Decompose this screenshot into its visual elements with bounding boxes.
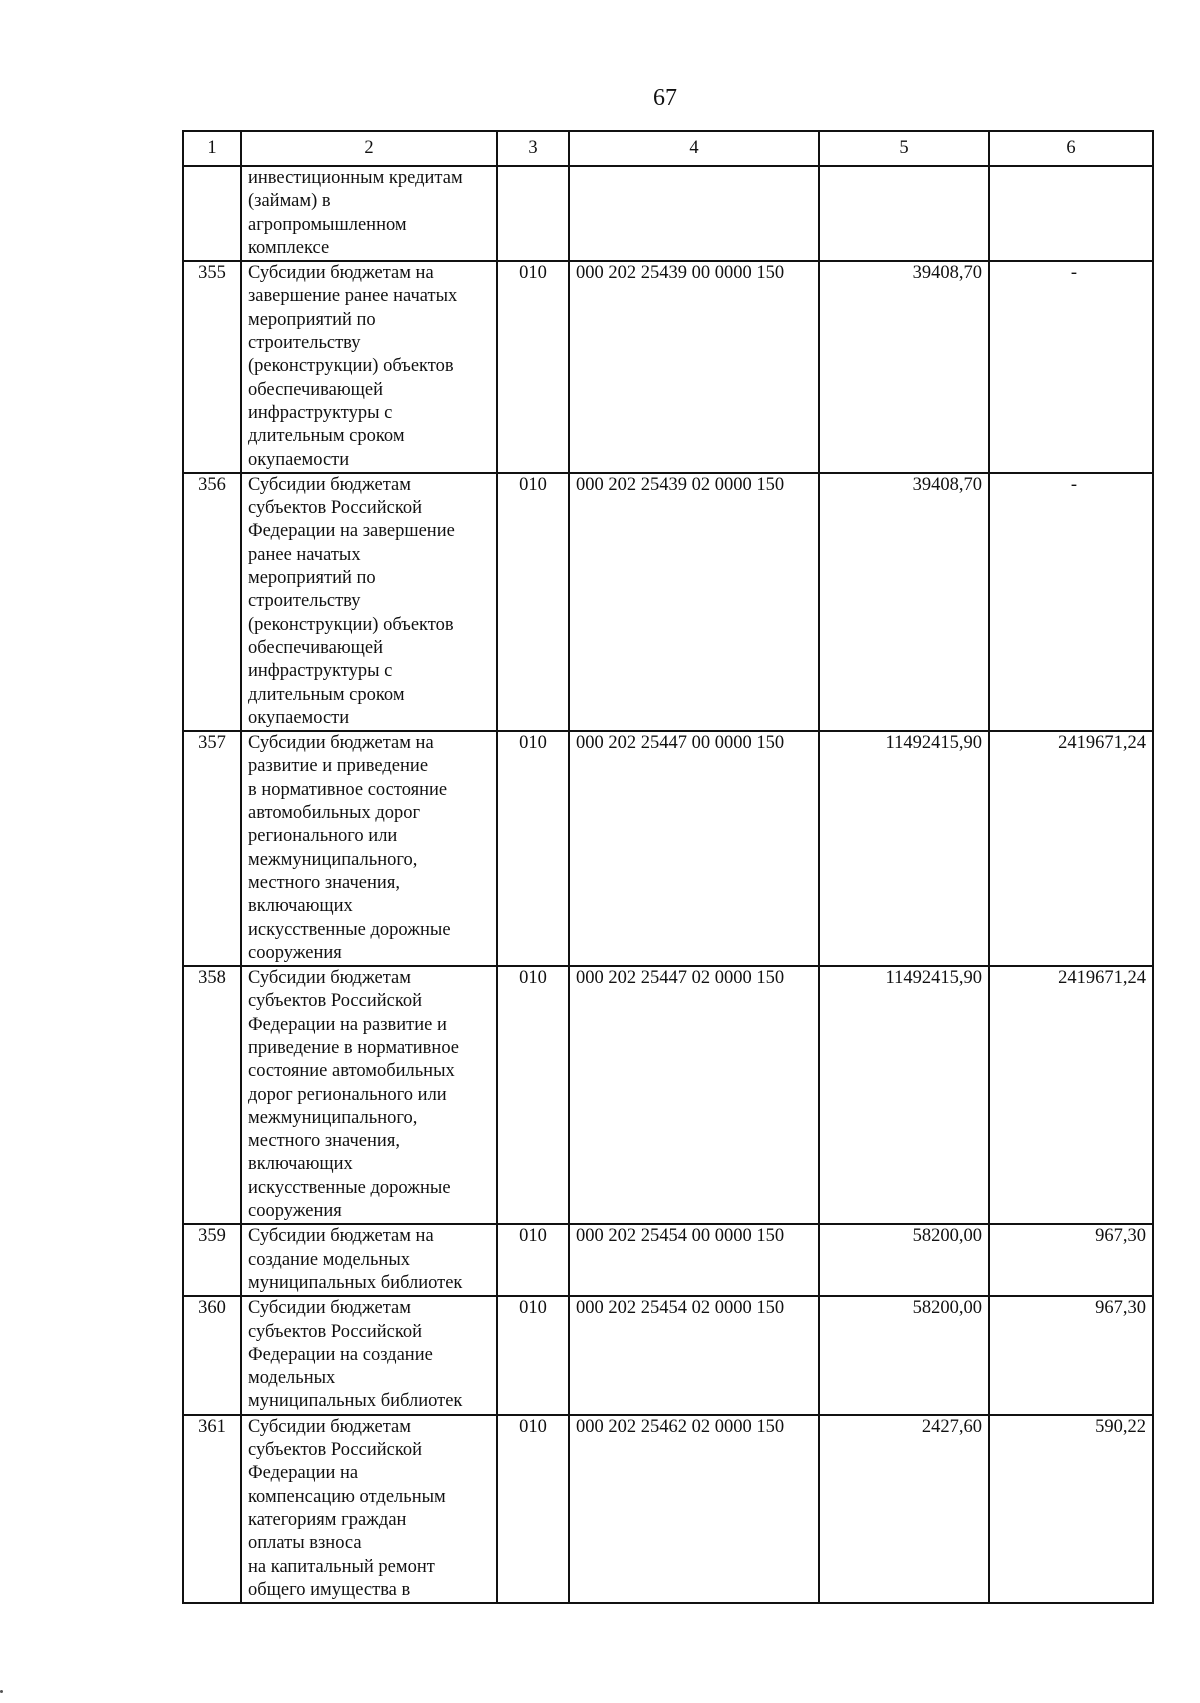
row-value1-cell: 58200,00: [819, 1296, 989, 1414]
row-name-cell: [241, 1296, 497, 1414]
row-value2-cell: -: [989, 261, 1153, 473]
row-name-line: Субсидии бюджетам: [248, 474, 411, 495]
table-row: [183, 966, 1153, 1224]
row-name-line: инфраструктуры с: [248, 661, 393, 682]
row-name-line: Субсидии бюджетам на: [248, 733, 434, 754]
row-name-line: субъектов Российской: [248, 1440, 423, 1461]
row-group-cell: [497, 166, 569, 261]
row-name-line: приведение в нормативное: [248, 1037, 460, 1058]
row-name-line: Субсидии бюджетам: [248, 1298, 411, 1319]
row-code-cell: 000 202 25439 02 0000 150: [569, 473, 819, 731]
row-value2-cell: 967,30: [989, 1296, 1153, 1414]
row-name-line: мероприятий по: [248, 568, 376, 589]
row-value2-cell: 2419671,24: [989, 966, 1153, 1224]
row-name-line: муниципальных библиотек: [248, 1272, 463, 1293]
row-name-line: окупаемости: [248, 449, 350, 470]
row-name-line: муниципальных библиотек: [248, 1391, 463, 1412]
row-name-line: Субсидии бюджетам на: [248, 263, 434, 284]
row-name-line: автомобильных дорог: [248, 803, 421, 824]
row-name-line: сооружения: [248, 942, 342, 963]
row-name-line: строительству: [248, 591, 361, 612]
row-number-cell: 361: [183, 1415, 241, 1603]
table-row: [183, 261, 1153, 473]
row-number-cell: 356: [183, 473, 241, 731]
row-name-line: в нормативное состояние: [248, 779, 448, 800]
row-name-line: (реконструкции) объектов: [248, 356, 454, 377]
row-name-line: Федерации на создание: [248, 1344, 433, 1365]
row-name-cell: [241, 1415, 497, 1603]
row-name-line: Федерации на завершение: [248, 521, 455, 542]
row-name-line: окупаемости: [248, 707, 350, 728]
row-value2-cell: [989, 166, 1153, 261]
row-name-cell: [241, 166, 497, 261]
row-code-cell: 000 202 25462 02 0000 150: [569, 1415, 819, 1603]
row-name-line: инвестиционным кредитам: [248, 168, 463, 188]
scan-dot: [0, 1690, 3, 1693]
row-name-line: инфраструктуры с: [248, 402, 393, 423]
row-name-line: развитие и приведение: [248, 756, 429, 777]
row-name-line: сооружения: [248, 1201, 342, 1222]
row-value1-cell: 11492415,90: [819, 966, 989, 1224]
row-code-cell: 000 202 25447 02 0000 150: [569, 966, 819, 1224]
row-name-line: включающих: [248, 1154, 353, 1175]
row-name-line: дорог регионального или: [248, 1084, 447, 1105]
row-name-cell: [241, 473, 497, 731]
table-row: [183, 166, 1153, 261]
row-group-cell: 010: [497, 1224, 569, 1296]
row-value1-cell: 2427,60: [819, 1415, 989, 1603]
table-row: [183, 1296, 1153, 1414]
table-row: [183, 473, 1153, 731]
row-value1-cell: 39408,70: [819, 261, 989, 473]
row-number-cell: 355: [183, 261, 241, 473]
row-name-line: Субсидии бюджетам: [248, 968, 411, 989]
row-value1-cell: [819, 166, 989, 261]
column-header-5: 5: [819, 131, 989, 166]
row-name-line: Субсидии бюджетам на: [248, 1226, 434, 1247]
row-number-cell: 357: [183, 731, 241, 966]
row-name-line: строительству: [248, 333, 361, 354]
row-number-cell: 360: [183, 1296, 241, 1414]
row-name-line: оплаты взноса: [248, 1533, 362, 1554]
row-name-line: общего имущества в: [248, 1579, 411, 1600]
row-value2-cell: -: [989, 473, 1153, 731]
row-name-cell: [241, 966, 497, 1224]
row-code-cell: 000 202 25439 00 0000 150: [569, 261, 819, 473]
row-group-cell: 010: [497, 1415, 569, 1603]
table-row: [183, 731, 1153, 966]
row-name-line: обеспечивающей: [248, 637, 384, 658]
row-name-line: Субсидии бюджетам: [248, 1416, 411, 1437]
row-name-line: компенсацию отдельным: [248, 1486, 446, 1507]
column-header-1: 1: [183, 131, 241, 166]
row-group-cell: 010: [497, 473, 569, 731]
row-name-line: категориям граждан: [248, 1509, 407, 1530]
row-name-line: Федерации на: [248, 1463, 359, 1484]
table-row: [183, 1224, 1153, 1296]
row-name-line: длительным сроком: [248, 684, 405, 705]
column-header-3: 3: [497, 131, 569, 166]
row-value2-cell: 590,22: [989, 1415, 1153, 1603]
row-name-line: обеспечивающей: [248, 379, 384, 400]
row-group-cell: 010: [497, 731, 569, 966]
row-value2-cell: 2419671,24: [989, 731, 1153, 966]
row-value2-cell: 967,30: [989, 1224, 1153, 1296]
row-name-line: (займам) в: [248, 191, 331, 212]
column-header-2: 2: [241, 131, 497, 166]
row-name-line: субъектов Российской: [248, 498, 423, 519]
row-value1-cell: 39408,70: [819, 473, 989, 731]
row-name-line: на капитальный ремонт: [248, 1556, 435, 1577]
row-value1-cell: 58200,00: [819, 1224, 989, 1296]
row-name-line: комплексе: [248, 237, 330, 258]
page-number: 67: [653, 85, 677, 111]
row-name-line: искусственные дорожные: [248, 1177, 451, 1198]
row-number-cell: 358: [183, 966, 241, 1224]
row-name-line: ранее начатых: [248, 544, 361, 565]
row-name-line: модельных: [248, 1368, 336, 1389]
row-number-cell: 359: [183, 1224, 241, 1296]
row-name-line: искусственные дорожные: [248, 919, 451, 940]
row-name-line: состояние автомобильных: [248, 1061, 455, 1082]
row-name-line: межмуниципального,: [248, 1107, 418, 1128]
budget-table: [182, 130, 1154, 1604]
column-header-6: 6: [989, 131, 1153, 166]
row-code-cell: 000 202 25454 00 0000 150: [569, 1224, 819, 1296]
row-code-cell: [569, 166, 819, 261]
row-name-line: агропромышленном: [248, 214, 407, 235]
row-name-cell: [241, 731, 497, 966]
row-name-line: включающих: [248, 896, 353, 917]
row-name-line: субъектов Российской: [248, 991, 423, 1012]
row-name-cell: [241, 1224, 497, 1296]
row-group-cell: 010: [497, 1296, 569, 1414]
table-header-row: [183, 131, 1153, 166]
row-name-line: Федерации на развитие и: [248, 1014, 447, 1035]
row-name-line: завершение ранее начатых: [248, 286, 458, 307]
row-name-line: субъектов Российской: [248, 1321, 423, 1342]
row-code-cell: 000 202 25454 02 0000 150: [569, 1296, 819, 1414]
row-value1-cell: 11492415,90: [819, 731, 989, 966]
row-code-cell: 000 202 25447 00 0000 150: [569, 731, 819, 966]
row-name-line: мероприятий по: [248, 309, 376, 330]
row-group-cell: 010: [497, 261, 569, 473]
row-group-cell: 010: [497, 966, 569, 1224]
row-number-cell: [183, 166, 241, 261]
column-header-4: 4: [569, 131, 819, 166]
row-name-line: (реконструкции) объектов: [248, 614, 454, 635]
row-name-line: местного значения,: [248, 872, 400, 893]
table-body: [183, 166, 1153, 1603]
row-name-line: регионального или: [248, 826, 398, 847]
row-name-line: местного значения,: [248, 1131, 400, 1152]
row-name-line: межмуниципального,: [248, 849, 418, 870]
row-name-line: длительным сроком: [248, 426, 405, 447]
row-name-line: создание модельных: [248, 1249, 410, 1270]
row-name-cell: [241, 261, 497, 473]
table-row: [183, 1415, 1153, 1603]
